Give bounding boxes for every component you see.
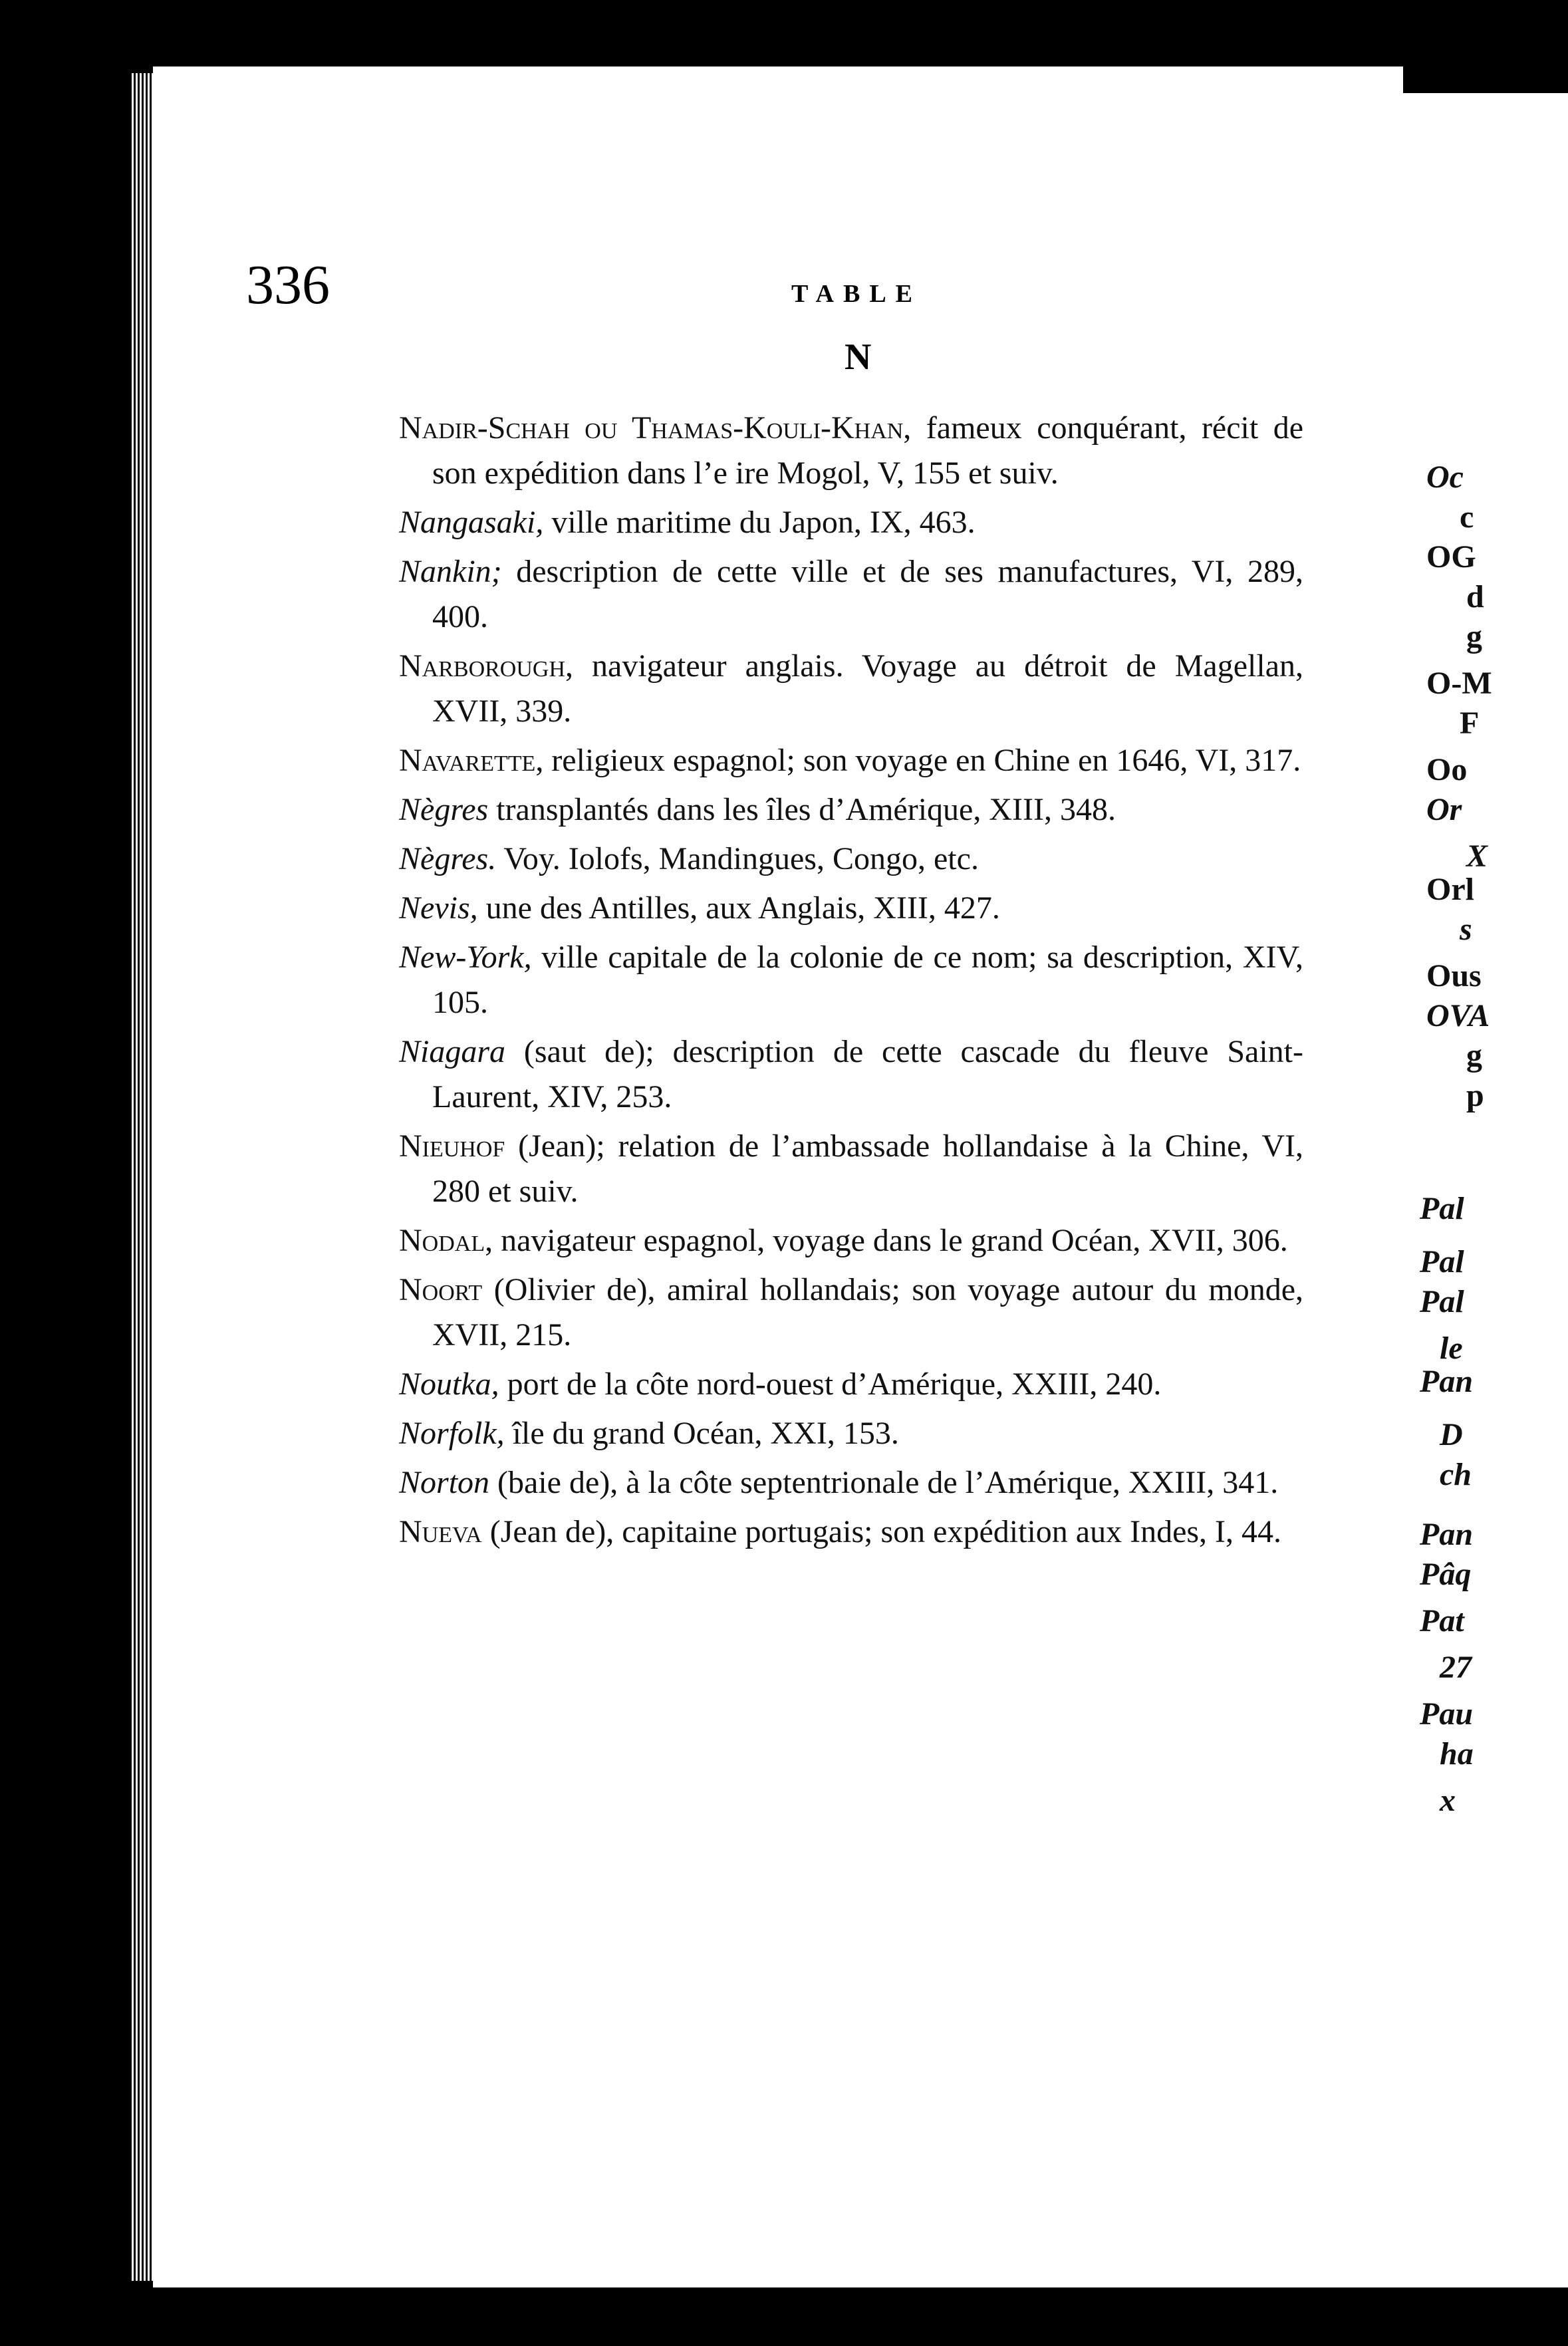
facing-page-text: Oc [1426, 459, 1464, 495]
index-entry [399, 886, 1303, 931]
entry-head: Nevis, [399, 890, 478, 926]
facing-page-text: Pal [1420, 1284, 1464, 1319]
facing-page-text: Or [1426, 792, 1462, 827]
entry-text: description de cette ville et de ses manufactures, VI, 289, 400. [432, 554, 1303, 634]
index-entry [399, 738, 1303, 783]
entry-text: (Jean de), capitaine portugais; son expédition aux Indes, I, 44. [481, 1514, 1282, 1549]
entry-text: île du grand Océan, XXI, 153. [504, 1416, 899, 1451]
facing-page-text: d [1466, 579, 1484, 614]
facing-page-text: D [1440, 1417, 1463, 1452]
facing-page-text: Ous [1426, 958, 1482, 993]
entry-head: Noutka, [399, 1367, 499, 1402]
facing-page-text: Pat [1420, 1603, 1464, 1638]
index-entry [399, 1218, 1303, 1263]
index-entry [399, 500, 1303, 545]
section-letter: N [845, 336, 872, 378]
facing-page-text: Pâq [1420, 1557, 1472, 1592]
index-entry [399, 406, 1303, 496]
facing-page-text: Pal [1420, 1244, 1464, 1279]
index-entry [399, 787, 1303, 833]
facing-page-text: le [1440, 1331, 1463, 1366]
index-entry [399, 1267, 1303, 1358]
facing-page-text: Pal [1420, 1191, 1464, 1226]
facing-page-text: F [1460, 706, 1480, 741]
entry-head: Niagara [399, 1034, 506, 1069]
page-edge [130, 73, 156, 2281]
entry-head: New-York, [399, 940, 532, 975]
entry-head: Nodal [399, 1223, 485, 1258]
index-entry [399, 1124, 1303, 1214]
entry-text: (saut de); description de cette cascade du fleuve Saint-Laurent, XIV, 253. [432, 1034, 1303, 1114]
index-entry [399, 1362, 1303, 1407]
facing-page-text: g [1466, 619, 1482, 654]
facing-page-text: g [1466, 1038, 1482, 1073]
index-entry [399, 935, 1303, 1025]
entry-head: Nankin; [399, 554, 502, 589]
facing-page-text: Pan [1420, 1364, 1474, 1399]
entry-text: transplantés dans les îles d’Amérique, XIII, 348. [488, 792, 1116, 827]
facing-page-text: X [1466, 839, 1488, 874]
entry-text: , navigateur anglais. Voyage au détroit de Magellan, XVII, 339. [432, 648, 1303, 729]
facing-page-text: OG [1426, 539, 1476, 575]
facing-page-text: Pau [1420, 1696, 1474, 1732]
entry-head: Navarette [399, 743, 536, 778]
facing-page-text: p [1466, 1078, 1484, 1113]
entry-text: (baie de), à la côte septentrionale de l’Amérique, XXIII, 341. [489, 1465, 1279, 1500]
facing-page-text: Orl [1426, 872, 1474, 907]
entry-head: Norfolk, [399, 1416, 505, 1451]
index-entry [399, 549, 1303, 640]
entry-text: une des Antilles, aux Anglais, XIII, 427. [477, 890, 1000, 926]
entry-text: (Jean); relation de l’ambassade hollandaise à la Chine, VI, 280 et suiv. [432, 1128, 1303, 1209]
facing-page-text: 27 [1440, 1650, 1472, 1685]
entry-text: , fameux conquérant, récit de son expédition dans l’e ire Mogol, V, 155 et suiv. [432, 410, 1303, 491]
facing-page-text: ch [1440, 1457, 1472, 1492]
facing-page-text: c [1460, 499, 1474, 535]
facing-page-text: OVA [1426, 998, 1490, 1033]
entry-text: ville maritime du Japon, IX, 463. [543, 505, 976, 540]
index-entry [399, 837, 1303, 882]
entry-head: Nangasaki, [399, 505, 544, 540]
entry-text: ville capitale de la colonie de ce nom; sa description, XIV, 105. [432, 940, 1303, 1020]
entry-head: Nieuhof [399, 1128, 505, 1164]
entry-head: Nueva [399, 1514, 482, 1549]
entry-text: , religieux espagnol; son voyage en Chine en 1646, VI, 317. [535, 743, 1301, 778]
facing-page-text: Oo [1426, 752, 1468, 787]
entry-text: , navigateur espagnol, voyage dans le grand Océan, XVII, 306. [485, 1223, 1288, 1258]
facing-page-text: O-M [1426, 666, 1492, 701]
entry-head: Nègres. [399, 841, 497, 876]
index-entry [399, 1509, 1303, 1555]
index-entry [399, 644, 1303, 734]
entry-head: Noort [399, 1272, 483, 1307]
facing-page-fragment [1400, 93, 1568, 2287]
entry-text: Voy. Iolofs, Mandingues, Congo, etc. [496, 841, 979, 876]
entry-head: Nadir-Schah ou Thamas-Kouli-Khan [399, 410, 904, 446]
entry-text: port de la côte nord-ouest d’Amérique, XXIII, 240. [499, 1367, 1162, 1402]
index-entries [399, 406, 1303, 1559]
running-title: TABLE [791, 280, 922, 308]
facing-page-text: x [1440, 1783, 1456, 1818]
page-number: 336 [246, 254, 330, 316]
index-entry [399, 1460, 1303, 1505]
entry-text: (Olivier de), amiral hollandais; son voyage autour du monde, XVII, 215. [432, 1272, 1303, 1353]
page-header [246, 253, 1310, 319]
facing-page-text: Pan [1420, 1517, 1474, 1552]
index-entry [399, 1029, 1303, 1120]
entry-head: Narborough [399, 648, 566, 684]
facing-page-text: s [1460, 912, 1472, 947]
facing-page-text: ha [1440, 1736, 1474, 1771]
index-entry [399, 1411, 1303, 1456]
entry-head: Norton [399, 1465, 490, 1500]
entry-head: Nègres [399, 792, 489, 827]
